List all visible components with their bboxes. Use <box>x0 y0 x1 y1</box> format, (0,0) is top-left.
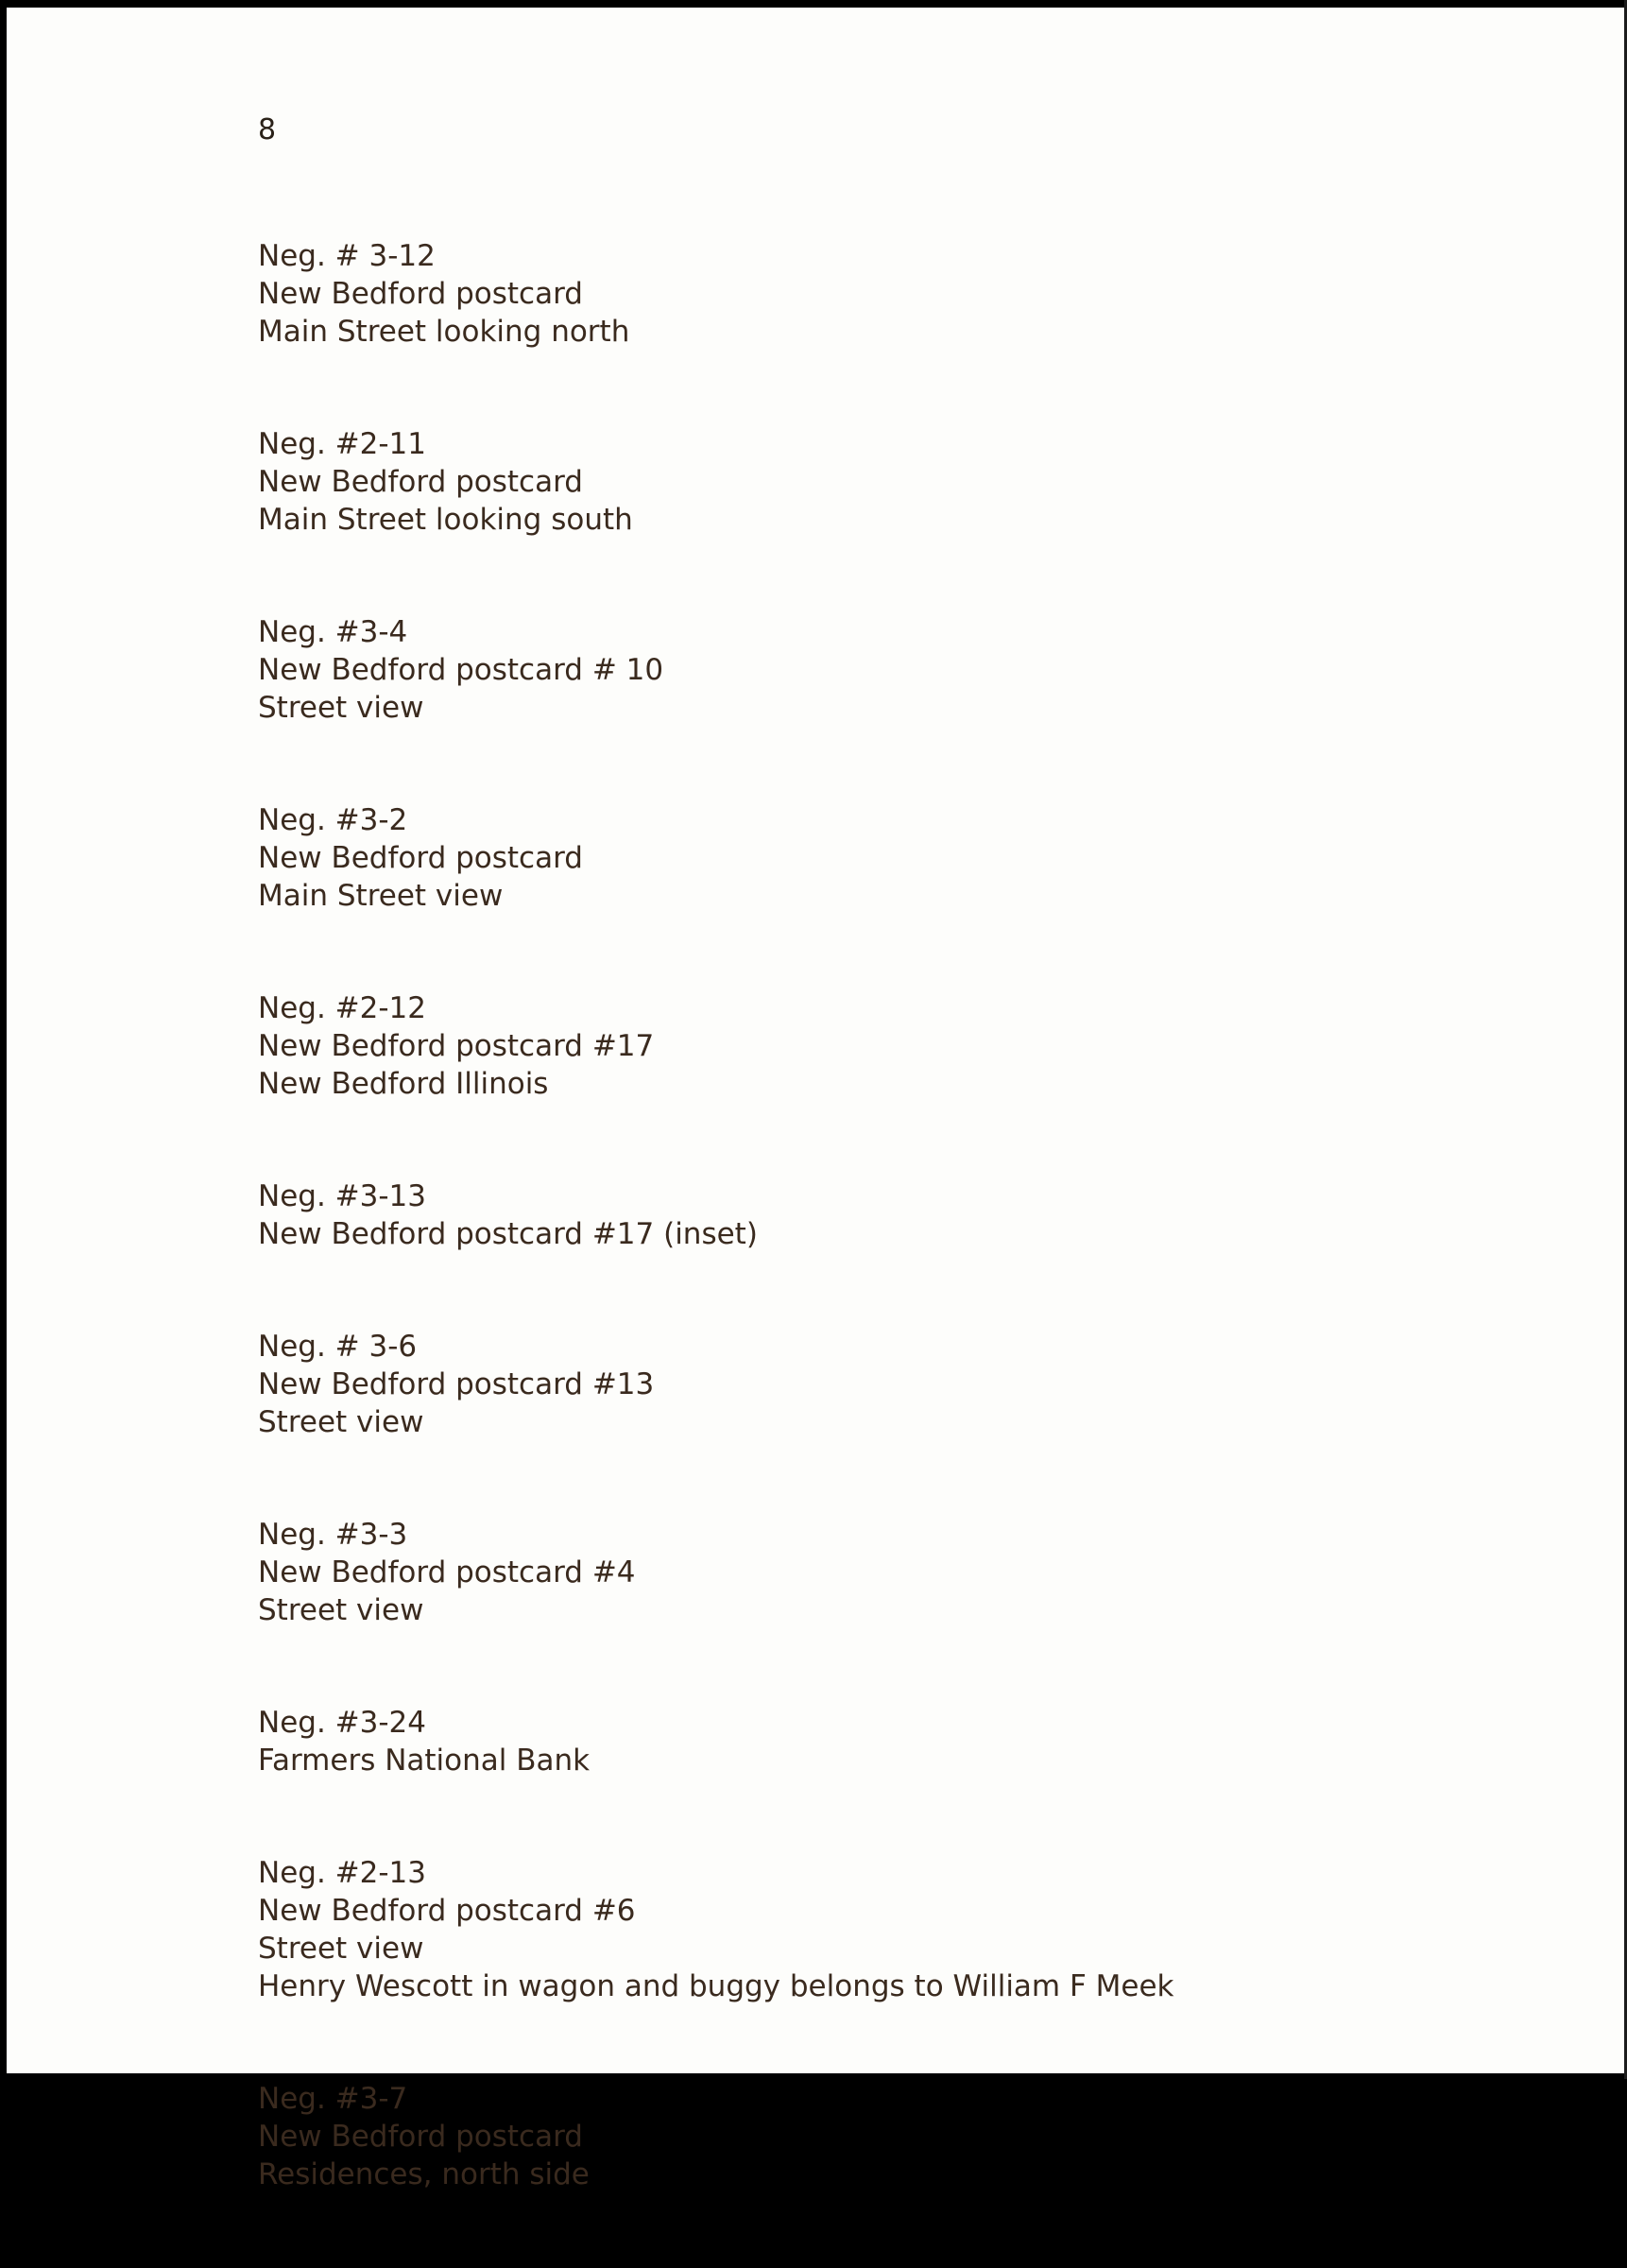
negative-title: New Bedford postcard #17 (inset) <box>258 1217 758 1251</box>
negative-note: Henry Wescott in wagon and buggy belongs to William F Meek <box>258 1969 1174 2003</box>
negative-title: Farmers National Bank <box>258 1744 591 1778</box>
negative-description: Street view <box>258 1932 424 1966</box>
negative-entry <box>258 1328 1581 1441</box>
negative-description: Main Street view <box>258 879 504 913</box>
negative-title: New Bedford postcard <box>258 2120 583 2154</box>
negative-title: New Bedford postcard <box>258 277 583 311</box>
negative-entry <box>258 1704 1581 1779</box>
negative-number: Neg. #3-2 <box>258 803 408 837</box>
negative-description: Main Street looking north <box>258 315 630 349</box>
negative-number: Neg. #2-12 <box>258 991 426 1025</box>
negative-title: New Bedford postcard #13 <box>258 1367 655 1401</box>
negative-number: Neg. # 3-6 <box>258 1330 418 1364</box>
negative-entry <box>258 989 1581 1103</box>
negative-description: Street view <box>258 1593 424 1627</box>
negative-title: New Bedford postcard #4 <box>258 1555 636 1589</box>
negative-title: New Bedford postcard #17 <box>258 1029 655 1063</box>
negative-title: New Bedford postcard <box>258 465 583 499</box>
negative-number: Neg. #3-4 <box>258 615 408 649</box>
negative-entry <box>258 237 1581 351</box>
negative-description: Main Street looking south <box>258 503 633 537</box>
negative-description: New Bedford Illinois <box>258 1067 549 1101</box>
negative-number: Neg. #2-11 <box>258 427 426 461</box>
negative-number: Neg. #3-7 <box>258 2082 408 2116</box>
negative-entry <box>258 1516 1581 1629</box>
negative-entry <box>258 613 1581 727</box>
negative-entry <box>258 801 1581 915</box>
document-page <box>7 8 1627 2191</box>
negative-number: Neg. #2-13 <box>258 1856 426 1890</box>
negative-title: New Bedford postcard #6 <box>258 1894 636 1928</box>
negative-number: Neg. #3-24 <box>258 1706 426 1740</box>
negative-description: Street view <box>258 1405 424 1439</box>
negative-number: Neg. #3-13 <box>258 1179 426 1213</box>
negative-number: Neg. # 3-12 <box>258 239 436 273</box>
negative-number: Neg. #3-3 <box>258 1518 408 1552</box>
negative-list <box>258 237 1581 2268</box>
page-number: 8 <box>258 113 277 146</box>
negative-title: New Bedford postcard # 10 <box>258 653 664 687</box>
negative-entry <box>258 425 1581 539</box>
negative-description: Street view <box>258 691 424 725</box>
negative-entry <box>258 1177 1581 1253</box>
negative-description: Residences, north side <box>258 2157 590 2191</box>
negative-title: New Bedford postcard <box>258 841 583 875</box>
negative-entry <box>258 2080 1581 2193</box>
negative-entry <box>258 1854 1581 2005</box>
